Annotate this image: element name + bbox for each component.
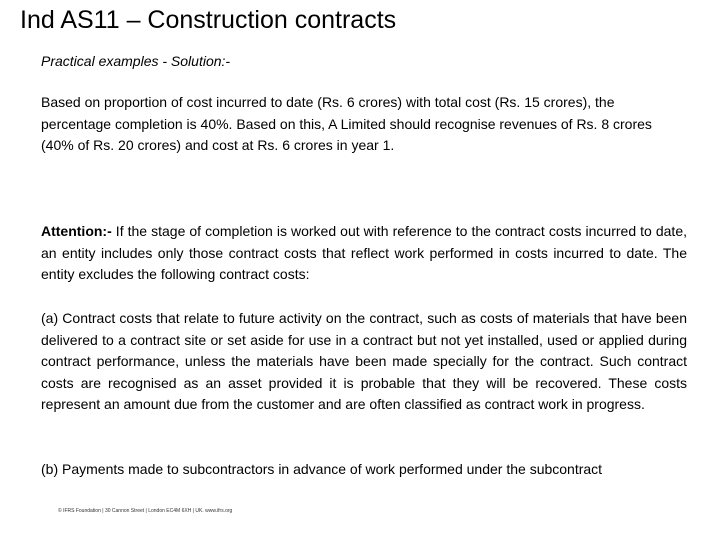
- section-subtitle: Practical examples - Solution:-: [41, 53, 231, 69]
- attention-label: Attention:-: [41, 223, 112, 239]
- slide-title: Ind AS11 – Construction contracts: [20, 6, 397, 34]
- excluded-cost-item-b: (b) Payments made to subcontractors in advance of work performed under the subcontract: [41, 461, 603, 477]
- attention-paragraph: [41, 221, 687, 286]
- attention-text: If the stage of completion is worked out with reference to the contract costs incurred to date, an entity includes only those contract costs that reflect work performed in costs incurred to date. The entity excludes the following contract costs:: [41, 223, 687, 282]
- footer-copyright: © IFRS Foundation | 30 Cannon Street | London EC4M 6XH | UK. www.ifrs.org: [58, 508, 233, 514]
- solution-paragraph: Based on proportion of cost incurred to date (Rs. 6 crores) with total cost (Rs. 15 crores), the percentage completion is 40%. Based on this, A Limited should recognise revenues of Rs. 8 crores (40% of Rs. 20 crores) and cost at Rs. 6 crores in year 1.: [41, 94, 652, 153]
- excluded-cost-item-a: (a) Contract costs that relate to future activity on the contract, such as costs of materials that have been delivered to a contract site or set aside for use in a contract but not yet installed, used or applied during contract performance, unless the materials have been made specially for the contract. Such contract costs are recognised as an asset provided it is probable that they will be recovered. These costs represent an amount due from the customer and are often classified as contract work in progress.: [41, 310, 687, 412]
